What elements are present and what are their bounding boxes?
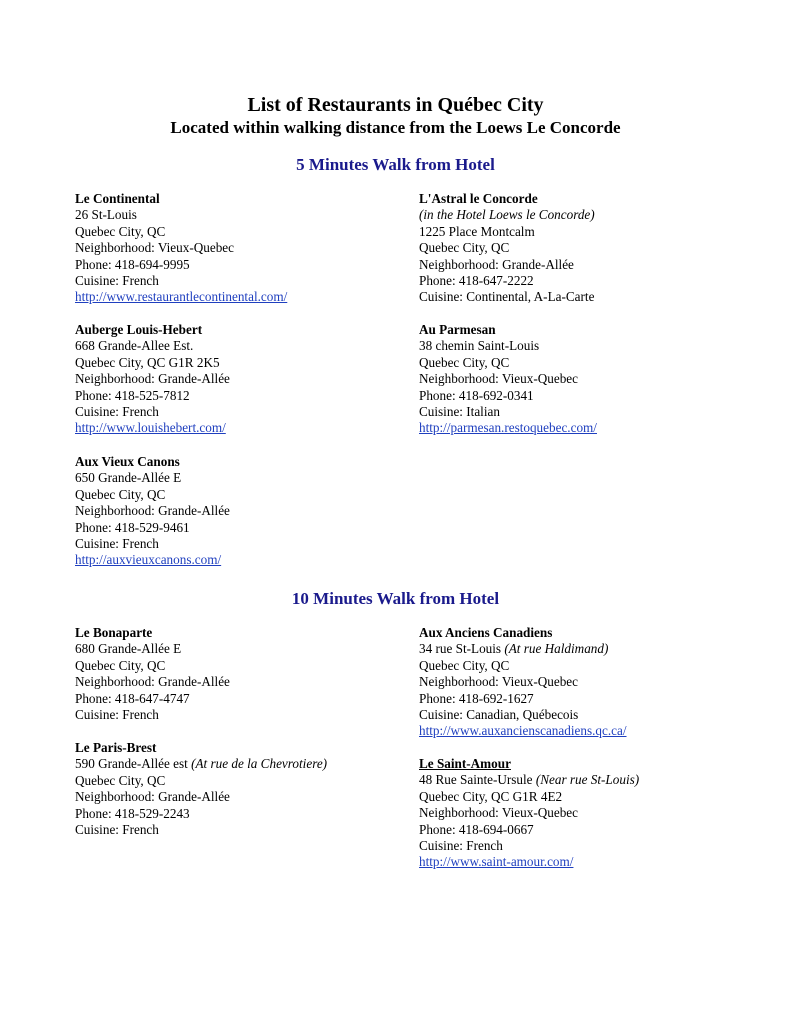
section-heading-5-minutes: 5 Minutes Walk from Hotel (296, 155, 495, 174)
restaurant-city: Quebec City, QC (75, 772, 166, 788)
restaurant-entry-le-paris-brest (75, 740, 327, 838)
restaurant-cuisine: Cuisine: French (419, 838, 503, 854)
restaurant-name: Le Continental (75, 191, 160, 206)
restaurant-address: 680 Grande-Allée E (75, 641, 182, 657)
restaurant-entry-auberge-louis-hebert (75, 322, 230, 437)
restaurant-phone: Phone: 418-692-1627 (419, 690, 534, 706)
restaurant-phone: Phone: 418-647-4747 (75, 690, 190, 706)
restaurant-name: Le Saint-Amour (419, 756, 511, 771)
restaurant-location-note: (in the Hotel Loews le Concorde) (419, 207, 595, 223)
restaurant-name: Le Bonaparte (75, 625, 153, 640)
restaurant-neighborhood: Neighborhood: Vieux-Quebec (419, 371, 579, 387)
restaurant-name: Auberge Louis-Hebert (75, 322, 203, 337)
restaurant-neighborhood: Neighborhood: Grande-Allée (419, 256, 574, 272)
restaurant-name: L'Astral le Concorde (419, 191, 538, 206)
restaurant-cuisine: Cuisine: French (75, 273, 159, 289)
restaurant-cuisine: Cuisine: French (75, 404, 159, 420)
restaurant-address-note: (At rue Haldimand) (504, 641, 609, 657)
page-subtitle: Located within walking distance from the Loews Le Concorde (170, 118, 621, 137)
restaurant-address: 26 St-Louis (75, 207, 137, 223)
restaurant-name: Aux Vieux Canons (75, 454, 180, 469)
restaurant-entry-aux-vieux-canons (75, 454, 230, 569)
restaurant-phone: Phone: 418-694-0667 (419, 821, 534, 837)
restaurant-website-link[interactable]: http://www.louishebert.com/ (75, 420, 226, 436)
restaurant-city: Quebec City, QC G1R 2K5 (75, 354, 220, 370)
restaurant-cuisine: Cuisine: French (75, 822, 159, 838)
restaurant-address: 668 Grande-Allee Est. (75, 338, 194, 354)
restaurant-neighborhood: Neighborhood: Grande-Allée (75, 674, 230, 690)
section-heading-10-minutes: 10 Minutes Walk from Hotel (291, 589, 500, 608)
restaurant-website-link[interactable]: http://www.saint-amour.com/ (419, 854, 574, 870)
restaurant-phone: Phone: 418-647-2222 (419, 273, 534, 289)
restaurant-address: 34 rue St-Louis (419, 641, 502, 657)
restaurant-address: 38 chemin Saint-Louis (419, 338, 540, 354)
restaurant-city: Quebec City, QC G1R 4E2 (419, 788, 563, 804)
restaurant-website-link[interactable]: http://www.auxancienscanadiens.qc.ca/ (419, 723, 627, 739)
restaurant-entry-le-continental (75, 191, 287, 306)
restaurant-city: Quebec City, QC (419, 240, 510, 256)
restaurant-neighborhood: Neighborhood: Grande-Allée (75, 503, 230, 519)
restaurant-entry-au-parmesan (419, 322, 597, 437)
restaurant-city: Quebec City, QC (419, 657, 510, 673)
restaurant-cuisine: Cuisine: Continental, A-La-Carte (419, 289, 595, 305)
restaurant-neighborhood: Neighborhood: Vieux-Quebec (419, 674, 579, 690)
restaurant-phone: Phone: 418-694-9995 (75, 256, 190, 272)
restaurant-address-note: (At rue de la Chevrotiere) (191, 756, 328, 772)
restaurant-neighborhood: Neighborhood: Grande-Allée (75, 371, 230, 387)
restaurant-city: Quebec City, QC (75, 657, 166, 673)
page-title: List of Restaurants in Québec City (247, 94, 544, 116)
restaurant-website-link[interactable]: http://auxvieuxcanons.com/ (75, 552, 222, 568)
restaurant-name: Aux Anciens Canadiens (419, 625, 553, 640)
restaurant-address-note: (Near rue St-Louis) (535, 772, 640, 788)
restaurant-address: 650 Grande-Allée E (75, 470, 182, 486)
restaurant-address: 590 Grande-Allée est (75, 756, 188, 772)
restaurant-website-link[interactable]: http://parmesan.restoquebec.com/ (419, 420, 597, 436)
restaurant-entry-le-saint-amour (419, 756, 639, 871)
restaurant-phone: Phone: 418-692-0341 (419, 387, 534, 403)
restaurant-website-link[interactable]: http://www.restaurantlecontinental.com/ (75, 289, 288, 305)
restaurant-name: Le Paris-Brest (75, 740, 157, 755)
restaurant-neighborhood: Neighborhood: Grande-Allée (75, 789, 230, 805)
restaurant-city: Quebec City, QC (419, 354, 510, 370)
restaurant-phone: Phone: 418-525-7812 (75, 387, 190, 403)
restaurant-cuisine: Cuisine: French (75, 707, 159, 723)
restaurant-entry-le-bonaparte (75, 625, 230, 723)
restaurant-name: Au Parmesan (419, 322, 496, 337)
restaurant-city: Quebec City, QC (75, 486, 166, 502)
restaurant-cuisine: Cuisine: Canadian, Québecois (419, 707, 579, 723)
restaurant-address: 1225 Place Montcalm (419, 223, 535, 239)
restaurant-cuisine: Cuisine: French (75, 536, 159, 552)
restaurant-cuisine: Cuisine: Italian (419, 404, 500, 420)
restaurant-city: Quebec City, QC (75, 223, 166, 239)
restaurant-address: 48 Rue Sainte-Ursule (419, 772, 533, 788)
restaurant-entry-aux-anciens-canadiens (419, 625, 627, 740)
restaurant-entry-lastral-le-concorde (419, 191, 595, 306)
restaurant-neighborhood: Neighborhood: Vieux-Quebec (75, 240, 235, 256)
restaurant-phone: Phone: 418-529-9461 (75, 519, 190, 535)
restaurant-phone: Phone: 418-529-2243 (75, 805, 190, 821)
restaurant-neighborhood: Neighborhood: Vieux-Quebec (419, 805, 579, 821)
